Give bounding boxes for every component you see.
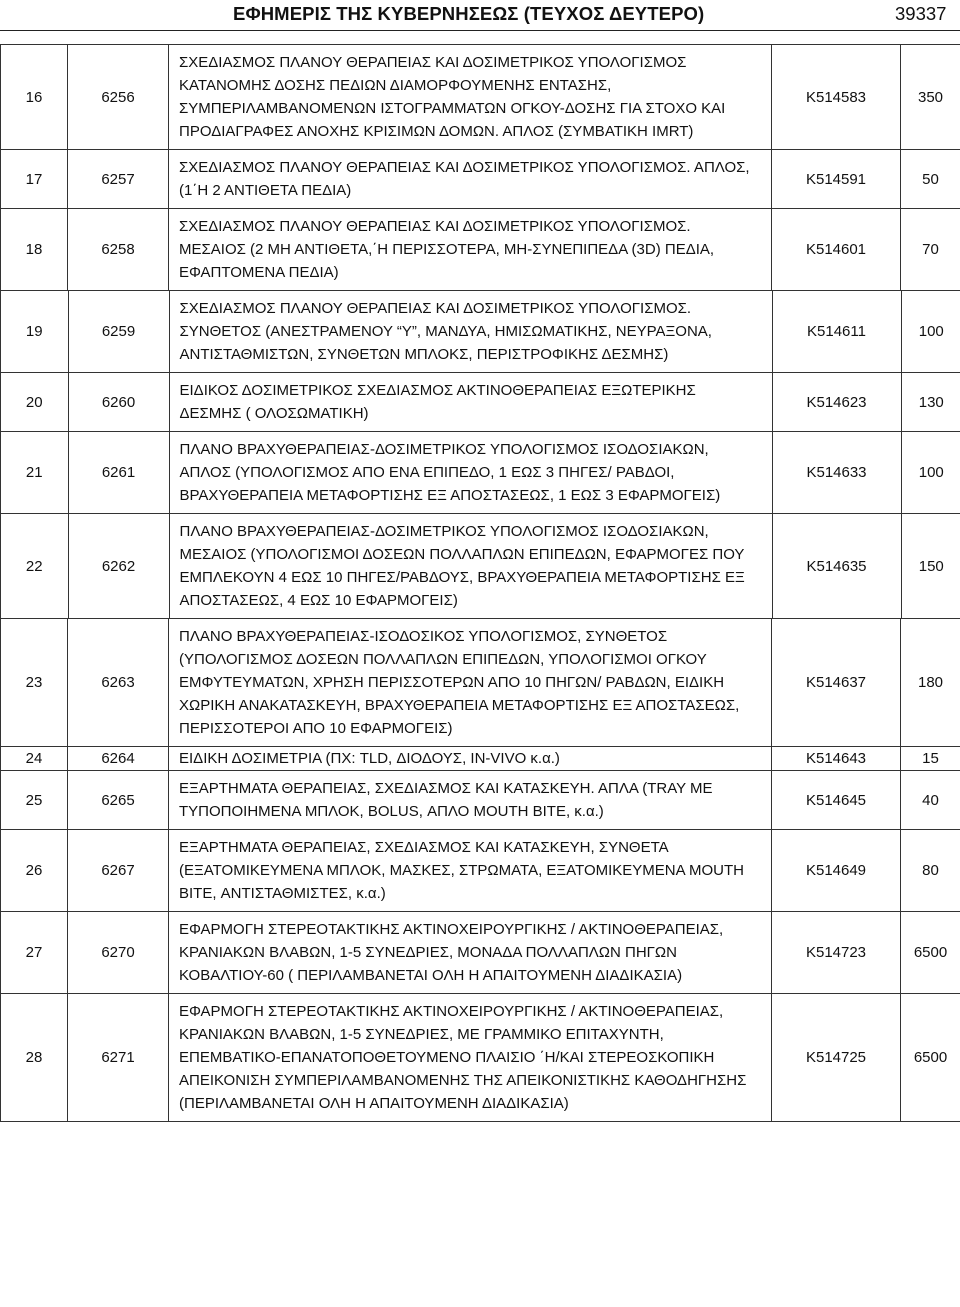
procedure-description: ΠΛΑΝΟ ΒΡΑΧΥΘΕΡΑΠΕΙΑΣ-ΔΟΣΙΜΕΤΡΙΚΟΣ ΥΠΟΛΟΓΙΣΜΟΣ ΙΣΟΔΟΣΙΑΚΩΝ, ΑΠΛΟΣ (ΥΠΟΛΟΓΙΣΜΟΣ ΑΠΟ ΕΝΑ ΕΠΙΠΕΔΟ, 1 ΕΩΣ 3 ΠΗΓΕΣ/ ΡΑΒΔΟΙ, ΒΡΑΧΥΘΕΡΑΠΕΙΑ ΜΕΤΑΦΟΡΤΙΣΗΣ ΕΞ ΑΠΟΣΤΑΣΕΩΣ, 1 ΕΩΣ 3 ΕΦΑΡΜΟΓΕΙΣ) (169, 432, 772, 514)
row-number: 26 (1, 830, 68, 912)
reference-code: Κ514591 (772, 150, 901, 209)
procedure-value: 350 (901, 45, 960, 150)
procedure-value: 70 (901, 209, 960, 291)
row-number: 17 (1, 150, 68, 209)
procedure-value: 80 (901, 830, 960, 912)
table-row (1, 514, 960, 619)
procedure-value: 15 (901, 747, 960, 771)
table-row (1, 771, 960, 830)
row-number: 23 (1, 619, 68, 747)
procedure-code: 6258 (68, 209, 169, 291)
table-row (1, 373, 960, 432)
procedure-code: 6256 (68, 45, 169, 150)
procedure-description: ΠΛΑΝΟ ΒΡΑΧΥΘΕΡΑΠΕΙΑΣ-ΔΟΣΙΜΕΤΡΙΚΟΣ ΥΠΟΛΟΓΙΣΜΟΣ ΙΣΟΔΟΣΙΑΚΩΝ, ΜΕΣΑΙΟΣ (ΥΠΟΛΟΓΙΣΜΟΙ ΔΟΣΕΩΝ ΠΟΛΛΑΠΛΩΝ ΕΠΙΠΕΔΩΝ, ΕΦΑΡΜΟΓΕΣ ΠΟΥ ΕΜΠΛΕΚΟΥΝ 4 ΕΩΣ 10 ΠΗΓΕΣ/ΡΑΒΔΟΥΣ, ΒΡΑΧΥΘΕΡΑΠΕΙΑ ΜΕΤΑΦΟΡΤΙΣΗΣ ΕΞ ΑΠΟΣΤΑΣΕΩΣ, 4 ΕΩΣ 10 ΕΦΑΡΜΟΓΕΙΣ) (169, 514, 772, 619)
grouped-rows (1, 291, 960, 619)
procedure-value: 6500 (901, 994, 960, 1122)
page-number: 39337 (895, 3, 947, 24)
row-number: 18 (1, 209, 68, 291)
procedure-description: ΣΧΕΔΙΑΣΜΟΣ ΠΛΑΝΟΥ ΘΕΡΑΠΕΙΑΣ ΚΑΙ ΔΟΣΙΜΕΤΡΙΚΟΣ ΥΠΟΛΟΓΙΣΜΟΣ. ΜΕΣΑΙΟΣ (2 ΜΗ ΑΝΤΙΘΕΤΑ,΄Η ΠΕΡΙΣΣΟΤΕΡΑ, ΜΗ-ΣΥΝΕΠΙΠΕΔΑ (3D) ΠΕΔΙΑ, ΕΦΑΠΤΟΜΕΝΑ ΠΕΔΙΑ) (169, 209, 772, 291)
reference-code: Κ514645 (772, 771, 901, 830)
procedure-description: ΣΧΕΔΙΑΣΜΟΣ ΠΛΑΝΟΥ ΘΕΡΑΠΕΙΑΣ ΚΑΙ ΔΟΣΙΜΕΤΡΙΚΟΣ ΥΠΟΛΟΓΙΣΜΟΣ. ΑΠΛΟΣ, (1΄Η 2 ΑΝΤΙΘΕΤΑ ΠΕΔΙΑ) (169, 150, 772, 209)
table-row (1, 209, 960, 291)
reference-code: Κ514583 (772, 45, 901, 150)
row-number: 20 (1, 373, 68, 432)
reference-code: Κ514611 (772, 291, 901, 373)
procedure-code: 6265 (68, 771, 169, 830)
procedure-code: 6262 (68, 514, 169, 619)
table-row (1, 45, 960, 150)
procedure-value: 40 (901, 771, 960, 830)
reference-code: Κ514623 (772, 373, 901, 432)
procedure-value: 100 (901, 432, 960, 514)
procedure-code: 6259 (68, 291, 169, 373)
table-row (1, 619, 960, 747)
procedure-code: 6257 (68, 150, 169, 209)
reference-code: Κ514723 (772, 912, 901, 994)
procedures-table (0, 44, 960, 1122)
table-row (1, 747, 960, 771)
row-number: 27 (1, 912, 68, 994)
procedure-code: 6260 (68, 373, 169, 432)
reference-code: Κ514601 (772, 209, 901, 291)
row-number: 24 (1, 747, 68, 771)
row-number: 19 (1, 291, 68, 373)
table-row (1, 830, 960, 912)
procedure-value: 100 (918, 323, 944, 340)
table-row (1, 994, 960, 1122)
header-rule (0, 30, 960, 31)
table-row (1, 150, 960, 209)
row-number: 22 (1, 514, 68, 619)
gazette-title: ΕΦΗΜΕΡΙΣ ΤΗΣ ΚΥΒΕΡΝΗΣΕΩΣ (ΤΕΥΧΟΣ ΔΕΥΤΕΡΟ) (233, 3, 705, 24)
row-number: 16 (1, 45, 68, 150)
table-row (1, 912, 960, 994)
procedure-code: 6270 (68, 912, 169, 994)
procedure-description: ΕΦΑΡΜΟΓΗ ΣΤΕΡΕΟΤΑΚΤΙΚΗΣ ΑΚΤΙΝΟΧΕΙΡΟΥΡΓΙΚΗΣ / ΑΚΤΙΝΟΘΕΡΑΠΕΙΑΣ, ΚΡΑΝΙΑΚΩΝ ΒΛΑΒΩΝ, 1-5 ΣΥΝΕΔΡΙΕΣ, ΜΟΝΑΔΑ ΠΟΛΛΑΠΛΩΝ ΠΗΓΩΝ ΚΟΒΑΛΤΙΟΥ-60 ( ΠΕΡΙΛΑΜΒΑΝΕΤΑΙ ΟΛΗ Η ΑΠΑΙΤΟΥΜΕΝΗ ΔΙΑΔΙΚΑΣΙΑ) (169, 912, 772, 994)
reference-code: Κ514635 (772, 514, 901, 619)
procedure-description: ΕΞΑΡΤΗΜΑΤΑ ΘΕΡΑΠΕΙΑΣ, ΣΧΕΔΙΑΣΜΟΣ ΚΑΙ ΚΑΤΑΣΚΕΥΗ, ΣΥΝΘΕΤΑ (ΕΞΑΤΟΜΙΚΕΥΜΕΝΑ ΜΠΛΟΚ, ΜΑΣΚΕΣ, ΣΤΡΩΜΑΤΑ, ΕΞΑΤΟΜΙΚΕΥΜΕΝΑ MOUTH BITE, ΑΝΤΙΣΤΑΘΜΙΣΤΕΣ, κ.α.) (169, 830, 772, 912)
reference-code: Κ514649 (772, 830, 901, 912)
procedure-description: ΕΙΔΙΚΗ ΔΟΣΙΜΕΤΡΙΑ (ΠΧ: TLD, ΔΙΟΔΟΥΣ, IN-VIVO κ.α.) (169, 747, 772, 771)
reference-code: Κ514725 (772, 994, 901, 1122)
procedure-description: ΣΧΕΔΙΑΣΜΟΣ ΠΛΑΝΟΥ ΘΕΡΑΠΕΙΑΣ ΚΑΙ ΔΟΣΙΜΕΤΡΙΚΟΣ ΥΠΟΛΟΓΙΣΜΟΣ ΚΑΤΑΝΟΜΗΣ ΔΟΣΗΣ ΠΕΔΙΩΝ ΔΙΑΜΟΡΦΟΥΜΕΝΗΣ ΕΝΤΑΣΗΣ, ΣΥΜΠΕΡΙΛΑΜΒΑΝΟΜΕΝΩΝ ΙΣΤΟΓΡΑΜΜΑΤΩΝ ΟΓΚΟΥ-ΔΟΣΗΣ ΓΙΑ ΣΤΟΧΟ ΚΑΙ ΠΡΟΔΙΑΓΡΑΦΕΣ ΑΝΟΧΗΣ ΚΡΙΣΙΜΩΝ ΔΟΜΩΝ. ΑΠΛΟΣ (ΣΥΜΒΑΤΙΚΗ IMRT) (169, 45, 772, 150)
procedure-value: 150 (901, 514, 960, 619)
reference-code: Κ514637 (772, 619, 901, 747)
page-header (0, 0, 960, 30)
table-row (1, 291, 960, 373)
procedure-description: ΣΧΕΔΙΑΣΜΟΣ ΠΛΑΝΟΥ ΘΕΡΑΠΕΙΑΣ ΚΑΙ ΔΟΣΙΜΕΤΡΙΚΟΣ ΥΠΟΛΟΓΙΣΜΟΣ. ΣΥΝΘΕΤΟΣ (ΑΝΕΣΤΡΑΜΕΝΟΥ “Y”, ΜΑΝΔΥΑ, ΗΜΙΣΩΜΑΤΙΚΗΣ, ΝΕΥΡΑΞΟΝΑ, ΑΝΤΙΣΤΑΘΜΙΣΤΩΝ, ΣΥΝΘΕΤΩΝ ΜΠΛΟΚΣ, ΠΕΡΙΣΤΡΟΦΙΚΗΣ ΔΕΣΜΗΣ) (169, 291, 772, 373)
reference-code: Κ514643 (772, 747, 901, 771)
procedure-value: 50 (901, 150, 960, 209)
procedure-value: 6500 (901, 912, 960, 994)
procedure-description: ΕΦΑΡΜΟΓΗ ΣΤΕΡΕΟΤΑΚΤΙΚΗΣ ΑΚΤΙΝΟΧΕΙΡΟΥΡΓΙΚΗΣ / ΑΚΤΙΝΟΘΕΡΑΠΕΙΑΣ, ΚΡΑΝΙΑΚΩΝ ΒΛΑΒΩΝ, 1-5 ΣΥΝΕΔΡΙΕΣ, ΜΕ ΓΡΑΜΜΙΚΟ ΕΠΙΤΑΧΥΝΤΗ, ΕΠΕΜΒΑΤΙΚΟ-ΕΠΑΝΑΤΟΠΟΘΕΤΟΥΜΕΝΟ ΠΛΑΙΣΙΟ ΄Η/ΚΑΙ ΣΤΕΡΕΟΣΚΟΠΙΚΗ ΑΠΕΙΚΟΝΙΣΗ ΣΥΜΠΕΡΙΛΑΜΒΑΝΟΜΕΝΗΣ ΤΗΣ ΑΠΕΙΚΟΝΙΣΤΙΚΗΣ ΚΑΘΟΔΗΓΗΣΗΣ (ΠΕΡΙΛΑΜΒΑΝΕΤΑΙ ΟΛΗ Η ΑΠΑΙΤΟΥΜΕΝΗ ΔΙΑΔΙΚΑΣΙΑ) (169, 994, 772, 1122)
procedure-value: 180 (901, 619, 960, 747)
row-number: 21 (1, 432, 68, 514)
procedure-code: 6271 (68, 994, 169, 1122)
procedure-value: 130 (901, 373, 960, 432)
row-number: 25 (1, 771, 68, 830)
procedure-description: ΠΛΑΝΟ ΒΡΑΧΥΘΕΡΑΠΕΙΑΣ-ΙΣΟΔΟΣΙΚΟΣ ΥΠΟΛΟΓΙΣΜΟΣ, ΣΥΝΘΕΤΟΣ (ΥΠΟΛΟΓΙΣΜΟΣ ΔΟΣΕΩΝ ΠΟΛΛΑΠΛΩΝ ΕΠΙΠΕΔΩΝ, ΥΠΟΛΟΓΙΣΜΟΙ ΟΓΚΟΥ ΕΜΦΥΤΕΥΜΑΤΩΝ, ΧΡΗΣΗ ΠΕΡΙΣΣΟΤΕΡΩΝ ΑΠΟ 10 ΠΗΓΩΝ/ ΡΑΒΔΩΝ, ΕΙΔΙΚΗ ΧΩΡΙΚΗ ΑΝΑΚΑΤΑΣΚΕΥΗ, ΒΡΑΧΥΘΕΡΑΠΕΙΑ ΜΕΤΑΦΟΡΤΙΣΗΣ ΕΞ ΑΠΟΣΤΑΣΕΩΣ, ΠΕΡΙΣΣΟΤΕΡΟΙ ΑΠΟ 10 ΕΦΑΡΜΟΓΕΙΣ) (169, 619, 772, 747)
reference-code: Κ514633 (772, 432, 901, 514)
row-number: 28 (1, 994, 68, 1122)
procedure-code: 6264 (68, 747, 169, 771)
procedure-code: 6263 (68, 619, 169, 747)
procedure-description: ΕΙΔΙΚΟΣ ΔΟΣΙΜΕΤΡΙΚΟΣ ΣΧΕΔΙΑΣΜΟΣ ΑΚΤΙΝΟΘΕΡΑΠΕΙΑΣ ΕΞΩΤΕΡΙΚΗΣ ΔΕΣΜΗΣ ( ΟΛΟΣΩΜΑΤΙΚΗ) (169, 373, 772, 432)
procedure-code: 6267 (68, 830, 169, 912)
grouped-table (1, 291, 960, 618)
procedure-description: ΕΞΑΡΤΗΜΑΤΑ ΘΕΡΑΠΕΙΑΣ, ΣΧΕΔΙΑΣΜΟΣ ΚΑΙ ΚΑΤΑΣΚΕΥΗ. ΑΠΛΑ (TRAY ΜΕ ΤΥΠΟΠΟΙΗΜΕΝΑ ΜΠΛΟΚ, BOLUS, ΑΠΛΟ MOUTH BITE, κ.α.) (169, 771, 772, 830)
procedure-code: 6261 (68, 432, 169, 514)
table-row (1, 432, 960, 514)
